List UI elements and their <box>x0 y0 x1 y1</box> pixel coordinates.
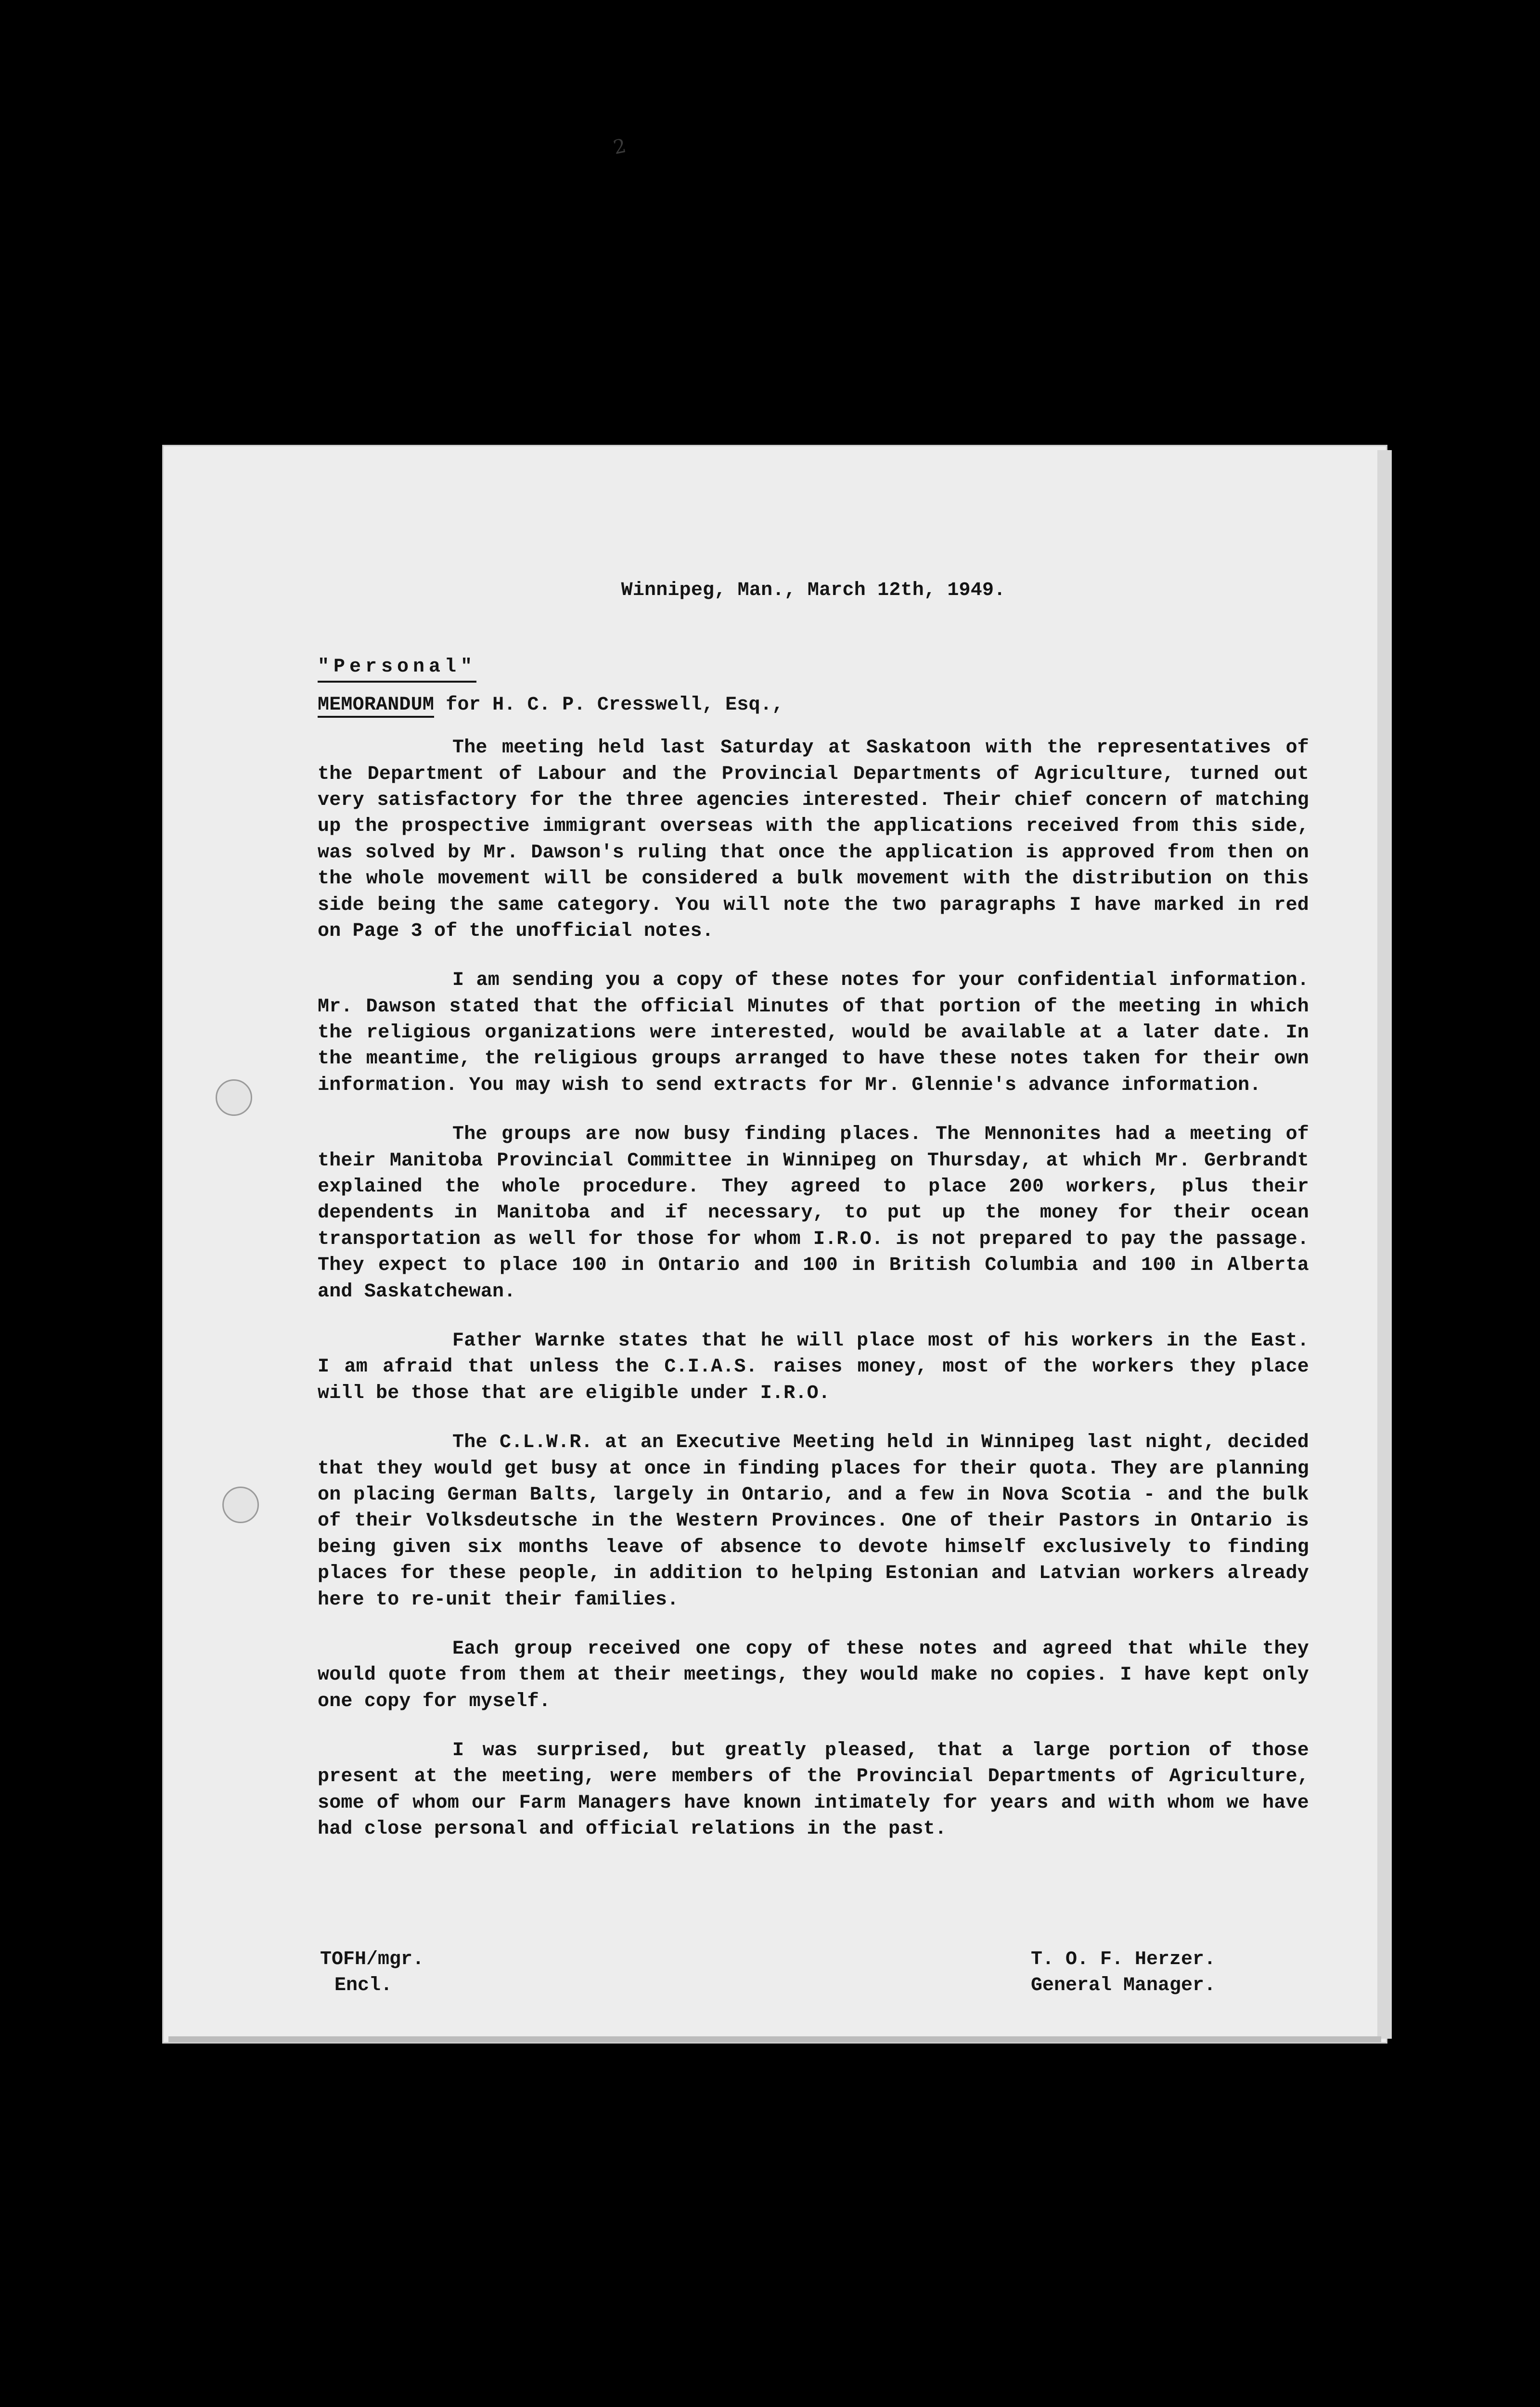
memo-heading <box>318 692 1309 718</box>
enclosure-note: Encl. <box>334 1975 393 1997</box>
paragraph-confidential-notes: I am sending you a copy of these notes for your confidential information. Mr. Dawson stated that the official Minutes of that portion of the meeting in which the religious organizations were interested, would be available at a later date. In the meantime, the religious groups arranged to have these notes taken for their own information. You may wish to send extracts for Mr. Glennie's advance information. <box>318 970 1309 1096</box>
reference-block <box>320 1947 424 1999</box>
personal-heading: "Personal" <box>318 654 476 682</box>
signatory-name: T. O. F. Herzer. <box>1031 1949 1216 1970</box>
paragraph-provincial-departments: I was surprised, but greatly pleased, that a large portion of those present at the meeting, were members of the Provincial Departments of Agriculture, some of whom our Farm Managers have known intimately for years and with whom we have had close personal and official relations in the past. <box>318 1740 1309 1840</box>
paragraph-clwr: The C.L.W.R. at an Executive Meeting held in Winnipeg last night, decided that they would get busy at once in finding places for their quota. They are planning on placing German Balts, largely in Ontario, and a few in Nova Scotia - and the bulk of their Volksdeutsche in the Western Provinces. One of their Pastors in Ontario is being given six months leave of absence to devote himself exclusively to finding places for these people, in addition to helping Estonian and Latvian workers already here to re-unit their families. <box>318 1432 1309 1611</box>
signatory-title: General Manager. <box>1031 1975 1216 1997</box>
page-number-mark: 2 <box>611 134 628 159</box>
sheet-bottom-edge <box>168 2036 1381 2042</box>
punch-hole-upper <box>216 1079 252 1116</box>
memo-heading-label: MEMORANDUM <box>318 694 434 718</box>
reference-initials: TOFH/mgr. <box>320 1949 424 1970</box>
dateline: Winnipeg, Man., March 12th, 1949. <box>621 580 1006 601</box>
paragraph-mennonites: The groups are now busy finding places. The Mennonites had a meeting of their Manitoba Provincial Committee in Winnipeg on Thursday, at which Mr. Gerbrandt explained the whole procedure. They agreed to place 200 workers, plus their dependents in Manitoba and if necessary, to put up the money for their ocean transportation as well for those for whom I.R.O. is not prepared to pay the passage. They expect to place 100 in Ontario and 100 in British Columbia and 100 in Alberta and Saskatchewan. <box>318 1124 1309 1303</box>
signature-block <box>1031 1947 1216 1999</box>
paragraph-copies: Each group received one copy of these notes and agreed that while they would quote from them at their meetings, they would make no copies. I have kept only one copy for myself. <box>318 1638 1309 1712</box>
paragraph-father-warnke: Father Warnke states that he will place most of his workers in the East. I am afraid that unless the C.I.A.S. raises money, most of the workers they place will be those that are eligible under I.R.O. <box>318 1330 1309 1404</box>
sheet-edge-shadow <box>1377 450 1392 2039</box>
punch-hole-lower <box>222 1487 259 1523</box>
letter-body <box>318 578 1309 1866</box>
memo-heading-recipient: for H. C. P. Cresswell, Esq., <box>434 694 784 716</box>
paragraph-saskatoon-meeting: The meeting held last Saturday at Saskatoon with the representatives of the Department of Labour and the Provincial Departments of Agriculture, turned out very satisfactory for the three agencies interested. Their chief concern of matching up the prospective immigrant overseas with the applications received from this side, was solved by Mr. Dawson's ruling that once the application is approved from then on the whole movement will be considered a bulk movement with the distribution on this side being the same category. You will note the two paragraphs I have marked in red on Page 3 of the unofficial notes. <box>318 737 1309 942</box>
